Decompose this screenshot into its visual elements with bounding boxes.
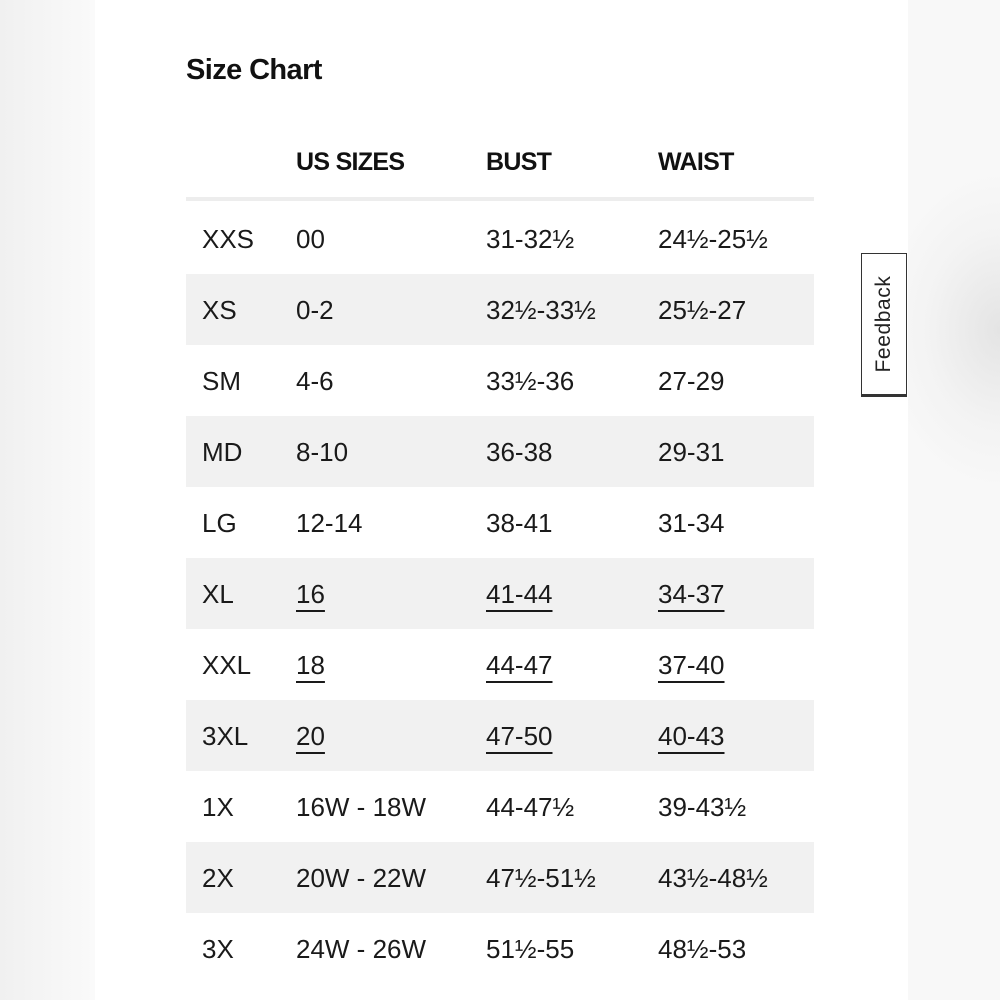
cell-us-size: 16W - 18W (296, 792, 427, 822)
cell-waist: 25½-27 (658, 295, 747, 325)
cell-us-size-link[interactable]: 18 (296, 650, 325, 680)
cell-bust: 31-32½ (486, 224, 575, 254)
cell-bust: 44-47½ (486, 792, 575, 822)
feedback-label: Feedback (872, 275, 895, 373)
table-body (186, 201, 814, 984)
cell-size: XXS (202, 224, 255, 254)
cell-size: MD (202, 437, 243, 467)
cell-bust: 33½-36 (486, 366, 575, 396)
cell-size: 3XL (202, 721, 249, 751)
table-row (186, 487, 814, 558)
table-row (186, 558, 814, 629)
cell-waist: 39-43½ (658, 792, 747, 822)
cell-size: 2X (202, 863, 234, 893)
table-row (186, 629, 814, 700)
table-row (186, 771, 814, 842)
cell-size: 1X (202, 792, 234, 822)
table-header-row (186, 125, 814, 201)
cell-waist-link[interactable]: 37-40 (658, 650, 725, 680)
cell-us-size: 0-2 (296, 295, 334, 325)
cell-us-size: 24W - 26W (296, 934, 427, 964)
page-background-right (908, 0, 1000, 1000)
cell-bust-link[interactable]: 44-47 (486, 650, 553, 680)
cell-waist-link[interactable]: 34-37 (658, 579, 725, 609)
cell-waist: 24½-25½ (658, 224, 768, 254)
header-waist: WAIST (658, 148, 734, 176)
cell-us-size: 8-10 (296, 437, 349, 467)
cell-size: XS (202, 295, 237, 325)
cell-bust: 47½-51½ (486, 863, 596, 893)
cell-waist: 27-29 (658, 366, 725, 396)
cell-waist-link[interactable]: 40-43 (658, 721, 725, 751)
header-bust: BUST (486, 148, 552, 176)
table-row (186, 201, 814, 274)
table-row (186, 274, 814, 345)
cell-size: SM (202, 366, 241, 396)
cell-bust: 38-41 (486, 508, 553, 538)
cell-us-size: 12-14 (296, 508, 363, 538)
cell-waist: 43½-48½ (658, 863, 768, 893)
cell-bust: 36-38 (486, 437, 553, 467)
cell-us-size: 4-6 (296, 366, 334, 396)
table-row (186, 842, 814, 913)
cell-size: 3X (202, 934, 234, 964)
cell-bust: 51½-55 (486, 934, 575, 964)
table-row (186, 913, 814, 984)
cell-waist: 48½-53 (658, 934, 747, 964)
cell-bust: 32½-33½ (486, 295, 596, 325)
size-chart-table (186, 125, 814, 984)
cell-us-size-link[interactable]: 20 (296, 721, 325, 751)
header-us-sizes: US SIZES (296, 148, 405, 176)
cell-waist: 31-34 (658, 508, 725, 538)
table-row (186, 700, 814, 771)
cell-waist: 29-31 (658, 437, 725, 467)
cell-size: XXL (202, 650, 252, 680)
page-title: Size Chart (186, 54, 322, 86)
cell-bust-link[interactable]: 41-44 (486, 579, 553, 609)
cell-us-size: 00 (296, 224, 325, 254)
cell-us-size-link[interactable]: 16 (296, 579, 325, 609)
cell-size: XL (202, 579, 234, 609)
feedback-button[interactable] (861, 253, 907, 397)
table-row (186, 416, 814, 487)
table-row (186, 345, 814, 416)
cell-us-size: 20W - 22W (296, 863, 427, 893)
cell-bust-link[interactable]: 47-50 (486, 721, 553, 751)
page-background-left (0, 0, 95, 1000)
cell-size: LG (202, 508, 237, 538)
